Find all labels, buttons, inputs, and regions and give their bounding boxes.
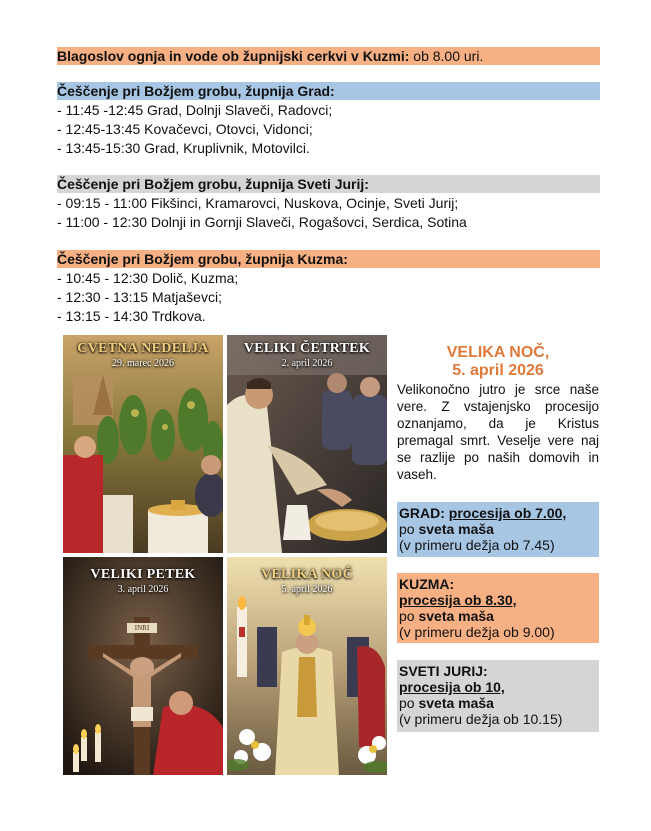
parish-name: SVETI JURIJ: xyxy=(399,663,488,679)
schedule-line: - 11:00 - 12:30 Dolnji in Gornji Slaveči, Rogašovci, Serdica, Sotina xyxy=(57,214,467,230)
rain-alternative: (v primeru dežja ob 10.15) xyxy=(399,711,563,727)
schedule-line: - 13:15 - 14:30 Trdkova. xyxy=(57,308,206,324)
schedule-line: - 10:45 - 12:30 Dolič, Kuzma; xyxy=(57,270,239,286)
photo-title: VELIKI PETEK xyxy=(90,567,196,582)
photo-date: 3. april 2026 xyxy=(117,584,169,595)
schedule-line: - 09:15 - 11:00 Fikšinci, Kramarovci, Nuskova, Ocinje, Sveti Jurij; xyxy=(57,195,459,211)
parish-name: GRAD: xyxy=(399,505,445,521)
photo-title: VELIKI ČETRTEK xyxy=(243,341,371,356)
easter-caption xyxy=(227,567,387,595)
palm-sunday-photo xyxy=(63,335,223,553)
mass-label: sveta maša xyxy=(418,521,494,537)
easter-photo xyxy=(227,557,387,775)
schedule-line: - 13:45-15:30 Grad, Kruplivnik, Motovilci. xyxy=(57,140,310,156)
procession-time: procesija ob 7.00, xyxy=(448,505,567,521)
kuzma-procession-box xyxy=(397,573,599,643)
rain-alternative: (v primeru dežja ob 9.00) xyxy=(399,624,555,640)
rain-alternative: (v primeru dežja ob 7.45) xyxy=(399,537,555,553)
procession-time: procesija ob 10, xyxy=(399,679,505,695)
po-label: po xyxy=(399,521,419,537)
easter-date: 5. april 2026 xyxy=(452,362,544,379)
easter-title: VELIKA NOČ, xyxy=(446,344,550,361)
good-friday-caption xyxy=(63,567,223,595)
photo-title: CVETNA NEDELJA xyxy=(77,341,209,356)
inri-sign: INRI xyxy=(134,624,150,632)
easter-message: Velikonočno jutro je srce naše vere. Z vstajenjsko procesijo oznanjamo, da je Kristus premagal smrt. Veselje vere naj se razlije po naših domovih in vaseh. xyxy=(397,382,599,482)
photo-date: 29. marec 2026 xyxy=(112,358,174,369)
jurij-procession-box xyxy=(397,660,599,732)
palm-sunday-caption xyxy=(63,341,223,369)
schedule-line: - 11:45 -12:45 Grad, Dolnji Slaveči, Radovci; xyxy=(57,102,333,118)
photo-title: VELIKA NOČ xyxy=(260,567,354,582)
po-label: po xyxy=(399,608,419,624)
section-grad-header xyxy=(57,82,600,100)
section-jurij-title: Češčenje pri Božjem grobu, župnija Sveti Jurij: xyxy=(57,176,369,192)
mass-label: sveta maša xyxy=(418,608,494,624)
blessing-label: Blagoslov ognja in vode ob župnijski cerkvi v Kuzmi: xyxy=(57,48,410,64)
schedule-line: - 12:30 - 13:15 Matjaševci; xyxy=(57,289,222,305)
section-kuzma-header xyxy=(57,250,600,268)
photo-date: 2. april 2026 xyxy=(281,358,333,369)
section-jurij-header xyxy=(57,175,600,193)
grad-procession-box xyxy=(397,502,599,557)
parish-name: KUZMA: xyxy=(399,576,455,592)
schedule-line: - 12:45-13:45 Kovačevci, Otovci, Vidonci; xyxy=(57,121,313,137)
po-label: po xyxy=(399,695,419,711)
mass-label: sveta maša xyxy=(418,695,494,711)
good-friday-photo xyxy=(63,557,223,775)
holy-thursday-photo xyxy=(227,335,387,553)
section-grad-title: Češčenje pri Božjem grobu, župnija Grad: xyxy=(57,83,335,99)
procession-time: procesija ob 8.30, xyxy=(399,592,517,608)
photo-date: 5. april 2026 xyxy=(281,584,333,595)
holy-thursday-caption xyxy=(227,341,387,369)
blessing-time: ob 8.00 uri. xyxy=(409,48,484,64)
section-kuzma-title: Češčenje pri Božjem grobu, župnija Kuzma: xyxy=(57,251,348,267)
blessing-line xyxy=(57,47,600,65)
